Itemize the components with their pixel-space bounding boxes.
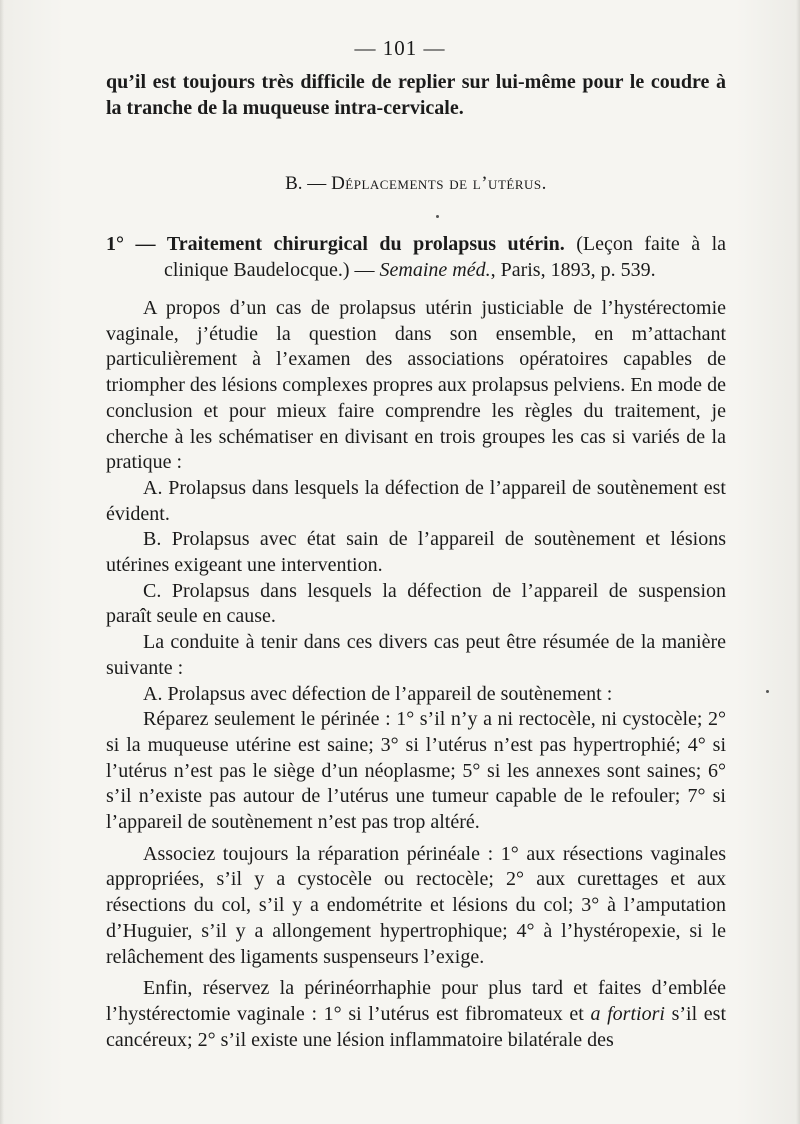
paragraph-group-b: B. Prolapsus avec état sain de l’appareil de soutènement et lésions utérines exigeant une intervention. (106, 528, 726, 577)
paragraph-intro: A propos d’un cas de prolapsus utérin justiciable de l’hystérectomie vaginale, j’étudie la question dans son ensemble, en m’attachant particulièrement à l’examen des associations opératoires capables de triompher des lésions complexes propres aux prolapsus pelviens. En mode de conclusion et pour mieux faire comprendre les règles du traitement, je cherche à les schématiser en divisant en trois groupes les cas si variés de la pratique : (106, 297, 726, 474)
entry-number: 1° — (106, 233, 156, 255)
entry-journal: Semaine méd. (379, 259, 491, 281)
finally-end: s’il est cancéreux; 2° s’il existe une lésion inflammatoire bilatérale des (106, 1002, 726, 1051)
paragraph-repair: Réparez seulement le périnée : 1° s’il n’y a ni rectocèle, ni cystocèle; 2° si la muqueuse utérine est saine; 3° si l’utérus n’est pas hypertrophié; 4° si l’utérus n’est pas le siège d’un néoplasme; 5° si les annexes sont saines; 6° s’il n’existe pas autour de l’utérus une tumeur capable de le refouler; 7° si l’appareil de soutènement n’est pas trop altéré. (106, 708, 726, 834)
paragraph-group-c: C. Prolapsus dans lesquels la défection de l’appareil de suspension paraît seule en cause. (106, 579, 726, 628)
paragraph-conduct: La conduite à tenir dans ces divers cas peut être résumée de la manière suivante : (106, 631, 726, 679)
page-left-edge (0, 0, 4, 1124)
section-heading (106, 173, 726, 195)
body-text (106, 296, 726, 1053)
bibliography-entry (106, 231, 726, 283)
section-title: Déplacements de l’utérus. (331, 173, 547, 194)
carryover-paragraph (106, 70, 726, 121)
entry-citation: , Paris, 1893, p. 539. (490, 259, 656, 281)
ink-speck (766, 690, 769, 693)
paragraph-group-a: A. Prolapsus dans lesquels la défection de l’appareil de soutènement est évident. (106, 476, 726, 525)
carryover-text: qu’il est toujours très difficile de replier sur lui-même pour le coudre à la tranche de la muqueuse intra-cervicale. (106, 71, 726, 119)
paragraph-a-heading: A. Prolapsus avec défection de l’appareil de soutènement : (143, 682, 613, 705)
page-number: — 101 — (354, 36, 446, 60)
paragraph-associate: Associez toujours la réparation périnéale : 1° aux résections vaginales appropriées, s’il y a cystocèle ou rectocèle; 2° aux curettages et aux résections du col, s’il y a endométrite et lésions du col; 3° à l’amputation d’Huguier, s’il y a allongement hypertrophique; 4° à l’hystéropexie, si le relâchement des ligaments suspenseurs l’exige. (106, 842, 726, 968)
ink-speck (436, 215, 439, 218)
entry-note: (Leçon faite à la clinique Baudelocque.) — (164, 233, 727, 281)
page-right-edge (796, 0, 800, 1124)
paragraph-finally (106, 976, 726, 1053)
finally-start: Enfin, réservez la périnéorrhaphie pour plus tard et faites d’emblée l’hystérectomie vaginale : 1° si l’utérus est fibromateux et (106, 977, 726, 1025)
section-prefix: B. — (285, 173, 327, 194)
entry-title: Traitement chirurgical du prolapsus utérin. (166, 233, 565, 255)
finally-italic: a fortiori (590, 1002, 665, 1025)
